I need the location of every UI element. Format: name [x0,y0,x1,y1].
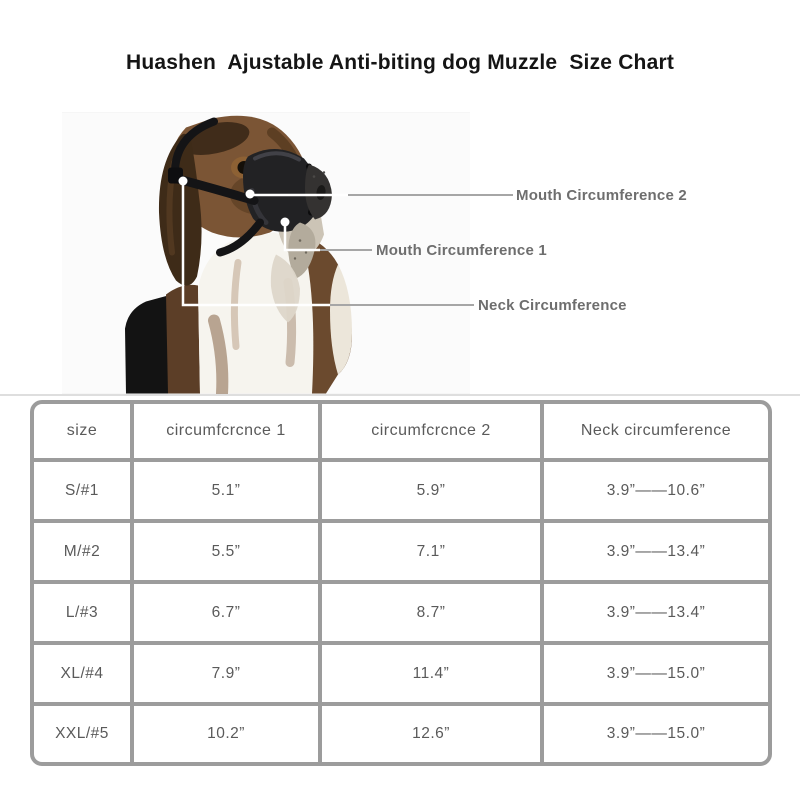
table-cell: 8.7” [322,584,540,641]
table-cell: 7.9” [134,645,318,702]
table-cell: 3.9”——13.4” [544,523,768,580]
table-cell: 3.9”——15.0” [544,706,768,762]
table-cell: 3.9”——15.0” [544,645,768,702]
table-cell: 6.7” [134,584,318,641]
size-cell: M/#2 [34,523,130,580]
column-header-size: size [34,404,130,458]
column-header-neck-circumference: Neck circumference [544,404,768,458]
size-cell: XL/#4 [34,645,130,702]
size-cell: S/#1 [34,462,130,519]
table-cell: 3.9”——13.4” [544,584,768,641]
size-cell: XXL/#5 [34,706,130,762]
table-cell: 3.9”——10.6” [544,462,768,519]
table-cell: 10.2” [134,706,318,762]
label-mouth-circumference-1: Mouth Circumference 1 [376,242,547,259]
label-neck-circumference: Neck Circumference [478,297,627,314]
table-cell: 7.1” [322,523,540,580]
photo-table-divider [0,394,800,396]
column-header-circumference-2: circumfcrcnce 2 [322,404,540,458]
size-cell: L/#3 [34,584,130,641]
page-title: Huashen Ajustable Anti-biting dog Muzzle Size Chart [125,51,675,74]
label-mouth-circumference-2: Mouth Circumference 2 [516,187,687,204]
column-header-circumference-1: circumfcrcnce 1 [134,404,318,458]
table-cell: 5.1” [134,462,318,519]
table-cell: 12.6” [322,706,540,762]
table-cell: 5.5” [134,523,318,580]
size-chart-table [30,400,772,766]
table-cell: 5.9” [322,462,540,519]
table-cell: 11.4” [322,645,540,702]
